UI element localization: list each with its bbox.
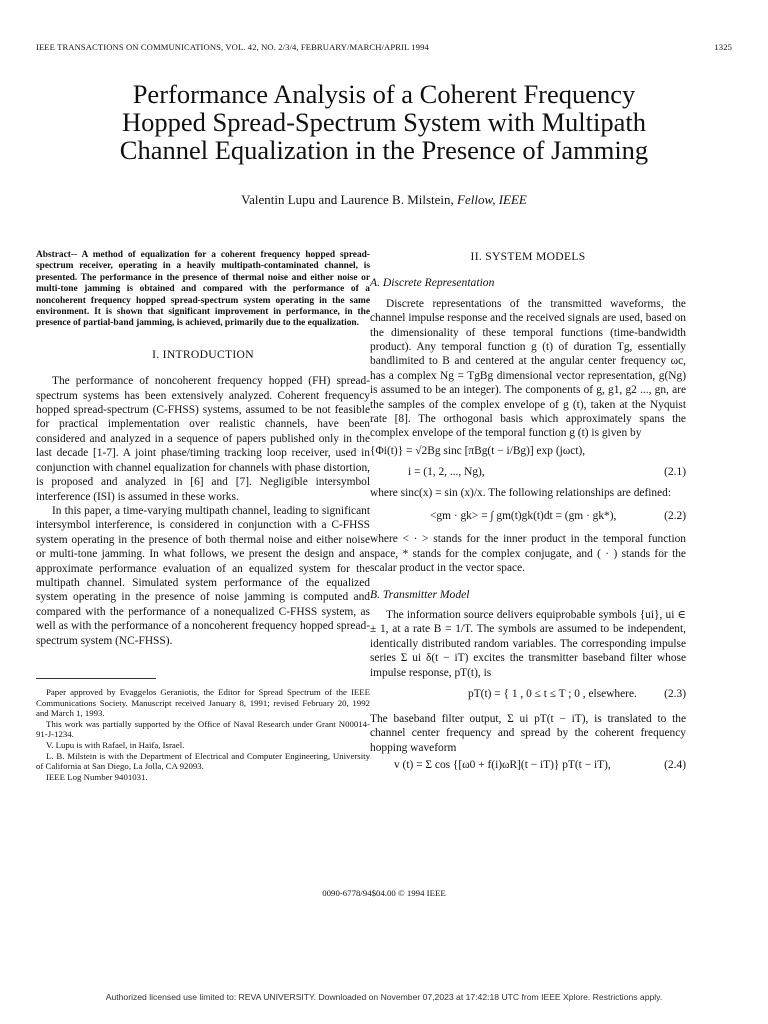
- footnote-lupu: V. Lupu is with Rafael, in Haifa, Israel.: [46, 739, 185, 750]
- running-header: [36, 42, 732, 56]
- equation-2-1-line-1: [370, 444, 686, 462]
- author-names: Valentin Lupu and Laurence B. Milstein,: [241, 192, 454, 207]
- system-paragraph-a2: where < · > stands for the inner product in the temporal function space, * stands for the complex conjugate, and ( · ) stands for the scalar product in the vector space.: [370, 533, 686, 575]
- footnote-milstein: L. B. Milstein is with the Department of Electrical and Computer Engineering, University of California at San Diego, La Jolla, CA 92093.: [36, 750, 370, 772]
- section-heading-intro: I. INTRODUCTION: [152, 347, 254, 361]
- left-column: [36, 250, 370, 782]
- section-heading-system: II. SYSTEM MODELS: [470, 250, 586, 263]
- equation-2-4: [370, 758, 686, 776]
- copyright-line: 0090-6778/94$04.00 © 1994 IEEE: [322, 888, 446, 898]
- equation-2-4-number: (2.4): [664, 759, 686, 772]
- paper-title: [40, 80, 728, 164]
- footnote-log: IEEE Log Number 9401031.: [46, 771, 148, 782]
- footnotes: [36, 687, 370, 782]
- abstract: Abstract-- A method of equalization for a coherent frequency hopped spread-spectrum receiver, operating in a heavily multipath-contaminated channel, is presented. The performance in the presence of thermal noise and either noise or multi-tone jamming is obtained and compared with the performance of a noncoherent frequency hopped spread-spectrum system operating in the same environment. It is shown that significant improvement in performance, in the presence of partial-band jamming, is achieved, primarily due to the equalization.: [36, 250, 370, 329]
- author-fellow: Fellow, IEEE: [457, 192, 527, 207]
- equation-2-1-basis: {Φi(t)} = √2Bg sinc [πBg(t − i/Bg)] exp (jωct),: [370, 444, 586, 457]
- title-line-3: Channel Equalization in the Presence of Jamming: [119, 135, 649, 165]
- subsection-b: B. Transmitter Model: [370, 587, 470, 601]
- license-notice: Authorized licensed use limited to: REVA UNIVERSITY. Downloaded on November 07,2023 at 17:42:18 UTC from IEEE Xplore. Restrictions apply.: [105, 992, 663, 1002]
- subsection-a: A. Discrete Representation: [370, 276, 495, 290]
- equation-2-2-body: <gm · gk> = ∫ gm(t)gk(t)dt = (gm · gk*),: [430, 510, 617, 523]
- author-line: [0, 192, 768, 208]
- equation-2-1-index: i = (1, 2, ..., Ng),: [408, 465, 485, 478]
- equation-2-3-number: (2.3): [664, 687, 686, 700]
- equation-2-1-line-2: [370, 465, 686, 483]
- equation-2-4-body: v (t) = Σ cos {[ω0 + f(i)ωR](t − iT)} pT(t − iT),: [394, 759, 611, 772]
- footnote-editor: Paper approved by Evaggelos Geraniotis, the Editor for Spread Spectrum of the IEEE Communications Society. Manuscript received January 8, 1991; revised February 20, 1992 and March 1, 1993.: [36, 686, 370, 719]
- system-paragraph-a1: Discrete representations of the transmitted waveforms, the channel impulse response and the received signals are used, based on the dimensionality of these temporal functions (time-bandwidth product). Any temporal function g (t) of duration Tg, essentially bandlimited to B and centered at the angular center frequency ωc, has a complex Ng = TgBg dimensional vector representation, g(Ng) is assumed to be an integer). The components of g, g1, g2 ..., gn, are the samples of the complex envelope of g (t), taken at the Nyquist rate [8]. The orthogonal basis which approximately spans the complex envelope of the temporal function g (t) is given by: [370, 297, 686, 440]
- equation-2-2: [370, 503, 686, 529]
- sinc-definition: where sinc(x) = sin (x)/x. The following relationships are defined:: [370, 486, 672, 499]
- right-column: [370, 250, 686, 779]
- equation-2-3: [370, 683, 686, 709]
- title-line-1: Performance Analysis of a Coherent Frequency: [132, 79, 636, 109]
- intro-paragraph-2: In this paper, a time-varying multipath channel, leading to significant intersymbol interference, is considered in conjunction with a C-FHSS system operating in the presence of both thermal noise and either noise or multi-tone jamming. In what follows, we present the design and an approximate performance evaluation of an equalized system for the multipath channel. Simulated system performance of the equalized system operating in the presence of noise jamming is computed and compared with the performance of a nonequalized C-FHSS system, as well as with the performance of a noncoherent frequency hopped spread-spectrum system (NC-FHSS).: [36, 504, 370, 647]
- equation-2-1-number: (2.1): [664, 465, 686, 478]
- system-paragraph-b2: The baseband filter output, Σ ui pT(t − iT), is translated to the channel center frequency and spread by the coherent frequency hopping waveform: [370, 712, 686, 754]
- equation-2-3-body: pT(t) = { 1 , 0 ≤ t ≤ T ; 0 , elsewhere.: [468, 687, 637, 700]
- equation-2-2-number: (2.2): [664, 510, 686, 523]
- intro-paragraph-1: The performance of noncoherent frequency hopped (FH) spread-spectrum systems has been extensively analyzed. Coherent frequency hopped spread-spectrum (C-FHSS) systems, assumed to be not feasible for practical implementation over realistic channels, have been considered and analyzed in a sequence of papers published only in the last decade [1-7]. A joint phase/timing tracking loop receiver, used in conjunction with channel equalization for channels with phase distortion, is proposed and analyzed in [6] and [7]. Negligible intersymbol interference (ISI) is assumed in these works.: [36, 375, 370, 503]
- system-paragraph-b1: The information source delivers equiprobable symbols {ui}, ui ∈ ± 1, at a rate B = 1/T. The symbols are assumed to be independent, identically distributed random variables. The corresponding impulse series Σ ui δ(t − iT) excites the transmitter baseband filter whose impulse response, pT(t), is: [370, 608, 686, 679]
- journal-citation: IEEE TRANSACTIONS ON COMMUNICATIONS, VOL. 42, NO. 2/3/4, FEBRUARY/MARCH/APRIL 1994: [36, 42, 429, 52]
- title-line-2: Hopped Spread-Spectrum System with Multipath: [121, 107, 647, 137]
- footnote-support: This work was partially supported by the Office of Naval Research under Grant N00014-91-J-1234.: [36, 718, 370, 740]
- footnote-rule: [36, 678, 156, 679]
- page-number: 1325: [714, 42, 732, 52]
